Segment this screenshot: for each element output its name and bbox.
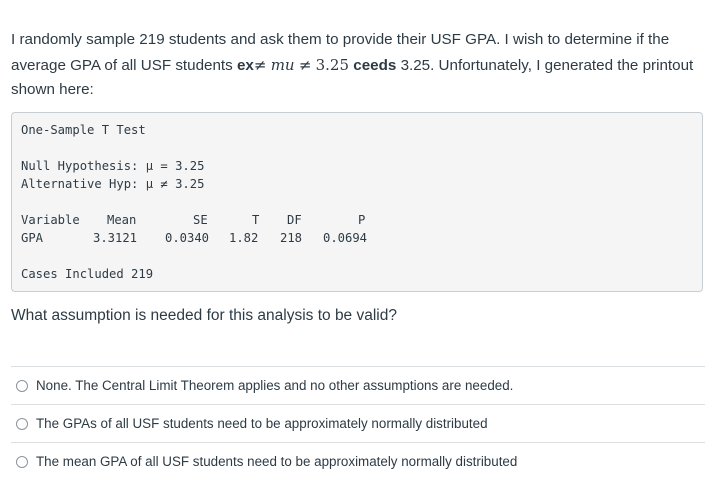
answer-option[interactable]	[11, 442, 705, 480]
intro-math-value: 3.25	[315, 55, 350, 74]
answer-label: None. The Central Limit Theorem applies and no other assumptions are needed.	[36, 378, 514, 393]
intro-math-mu: mu	[270, 55, 295, 74]
answer-list	[11, 366, 705, 480]
radio-button[interactable]	[16, 380, 28, 392]
intro-bold-fragment: ex	[236, 56, 254, 74]
cases-included: Cases Included 219	[21, 267, 154, 281]
intro-text-part1: I randomly sample 219 students and ask them to provide their USF GPA. I wish to determine if the average GPA of all USF students	[11, 31, 670, 74]
intro-bold-fragment: ceeds	[353, 56, 397, 74]
header-p: P	[358, 213, 366, 227]
row-mean: 3.3121	[93, 231, 138, 245]
row-t: 1.82	[229, 231, 259, 245]
header-mean: Mean	[107, 213, 137, 227]
printout-title: One-Sample T Test	[21, 123, 146, 137]
header-t: T	[252, 213, 260, 227]
intro-text-part2: 3.25. Unfortunately, I generated the printout shown here:	[11, 56, 694, 98]
question-prompt: What assumption is needed for this analysis to be valid?	[11, 307, 397, 324]
alternative-hypothesis: Alternative Hyp: μ ≠ 3.25	[21, 177, 205, 191]
row-se: 0.0340	[165, 231, 210, 245]
row-p: 0.0694	[323, 231, 368, 245]
intro-math-neq: ≠	[298, 55, 312, 74]
intro-math-neq: ≠	[253, 55, 267, 74]
answer-label: The GPAs of all USF students need to be approximately normally distributed	[36, 416, 488, 431]
header-se: SE	[193, 213, 208, 227]
answer-option[interactable]	[11, 366, 705, 404]
header-variable: Variable	[21, 213, 80, 227]
row-variable: GPA	[21, 231, 44, 245]
t-test-printout	[11, 112, 703, 292]
row-df: 218	[280, 231, 303, 245]
null-hypothesis: Null Hypothesis: μ = 3.25	[21, 159, 205, 173]
question-intro-text	[11, 28, 705, 103]
header-df: DF	[287, 213, 302, 227]
radio-button[interactable]	[16, 456, 28, 468]
answer-label: The mean GPA of all USF students need to be approximately normally distributed	[36, 454, 518, 469]
radio-button[interactable]	[16, 418, 28, 430]
answer-option[interactable]	[11, 404, 705, 442]
